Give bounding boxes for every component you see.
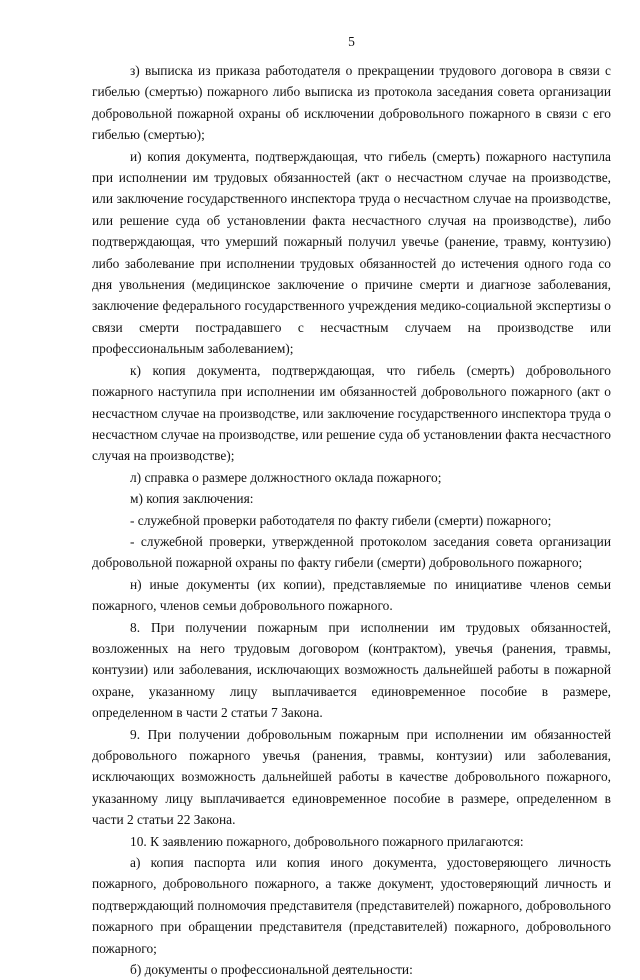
- paragraph-8: 8. При получении пожарным при исполнении им трудовых обязанностей, возложенных на него трудовым договором (контрактом), увечья (ранения, травмы, контузии) или заболевания, исключающих возможность дальнейшей работы в пожарной охране, указанному лицу выплачивается единовременное пособие в размере, определенном в части 2 статьи 7 Закона.: [92, 619, 611, 721]
- paragraph-l: л) справка о размере должностного оклада пожарного;: [130, 469, 442, 485]
- page-number: 5: [348, 34, 355, 49]
- document-body: [92, 60, 611, 980]
- paragraph-9: 9. При получении добровольным пожарным при исполнении им обязанностей добровольного пожарного увечья (ранения, травмы, контузии) или заболевания, исключающих возможность дальнейшей работы в качестве добровольного пожарного, указанному лицу выплачивается единовременное пособие в размере, определенном в части 2 статьи 22 Закона.: [92, 726, 611, 828]
- paragraph-10-a: а) копия паспорта или копия иного документа, удостоверяющего личность пожарного, добровольного пожарного, а также документ, удостоверяющий личность и подтверждающий полномочия представителя (представителей) пожарного, добровольного пожарного при обращении представителя (представителей) пожарного, добровольного пожарного;: [92, 855, 611, 956]
- paragraph-z: з) выписка из приказа работодателя о прекращении трудового договора в связи с гибелью (смертью) пожарного либо выписка из протокола заседания совета организации добровольной пожарной охраны об исключении добровольного пожарного в связи с его гибелью (смертью);: [92, 63, 611, 143]
- paragraph-i: и) копия документа, подтверждающая, что гибель (смерть) пожарного наступила при исполнении им трудовых обязанностей (акт о несчастном случае на производстве, или заключение государственного инспектора труда о несчастном случае на производстве, или решение суда об установлении факта несчастного случая на производстве), либо подтверждающая, что умерший пожарный получил увечье (ранение, травму, контузию) либо заболевание при исполнении трудовых обязанностей до истечения одного года со дня увольнения (медицинское заключение о причине смерти и диагнозе заболевания, заключение федерального государственного учреждения медико-социальной экспертизы о связи смерти пострадавшего с несчастным случаем на производстве или профессиональным заболеванием);: [92, 148, 611, 357]
- paragraph-m: м) копия заключения:: [130, 491, 254, 507]
- paragraph-m-item-1: - служебной проверки работодателя по факту гибели (смерти) пожарного;: [130, 512, 552, 528]
- paragraph-10-b: б) документы о профессиональной деятельности:: [130, 962, 413, 978]
- paragraph-10: 10. К заявлению пожарного, добровольного пожарного прилагаются:: [130, 833, 524, 849]
- paragraph-n: н) иные документы (их копии), представляемые по инициативе членов семьи пожарного, членов семьи добровольного пожарного.: [92, 576, 611, 614]
- paragraph-m-item-2: - служебной проверки, утвержденной протоколом заседания совета организации добровольной пожарной охраны по факту гибели (смерти) добровольного пожарного;: [92, 533, 611, 571]
- paragraph-k: к) копия документа, подтверждающая, что гибель (смерть) добровольного пожарного наступила при исполнении им обязанностей добровольного пожарного (акт о несчастном случае на производстве, или заключение государственного инспектора труда о несчастном случае на производстве, или решение суда об установлении факта несчастного случая на производстве);: [92, 362, 611, 464]
